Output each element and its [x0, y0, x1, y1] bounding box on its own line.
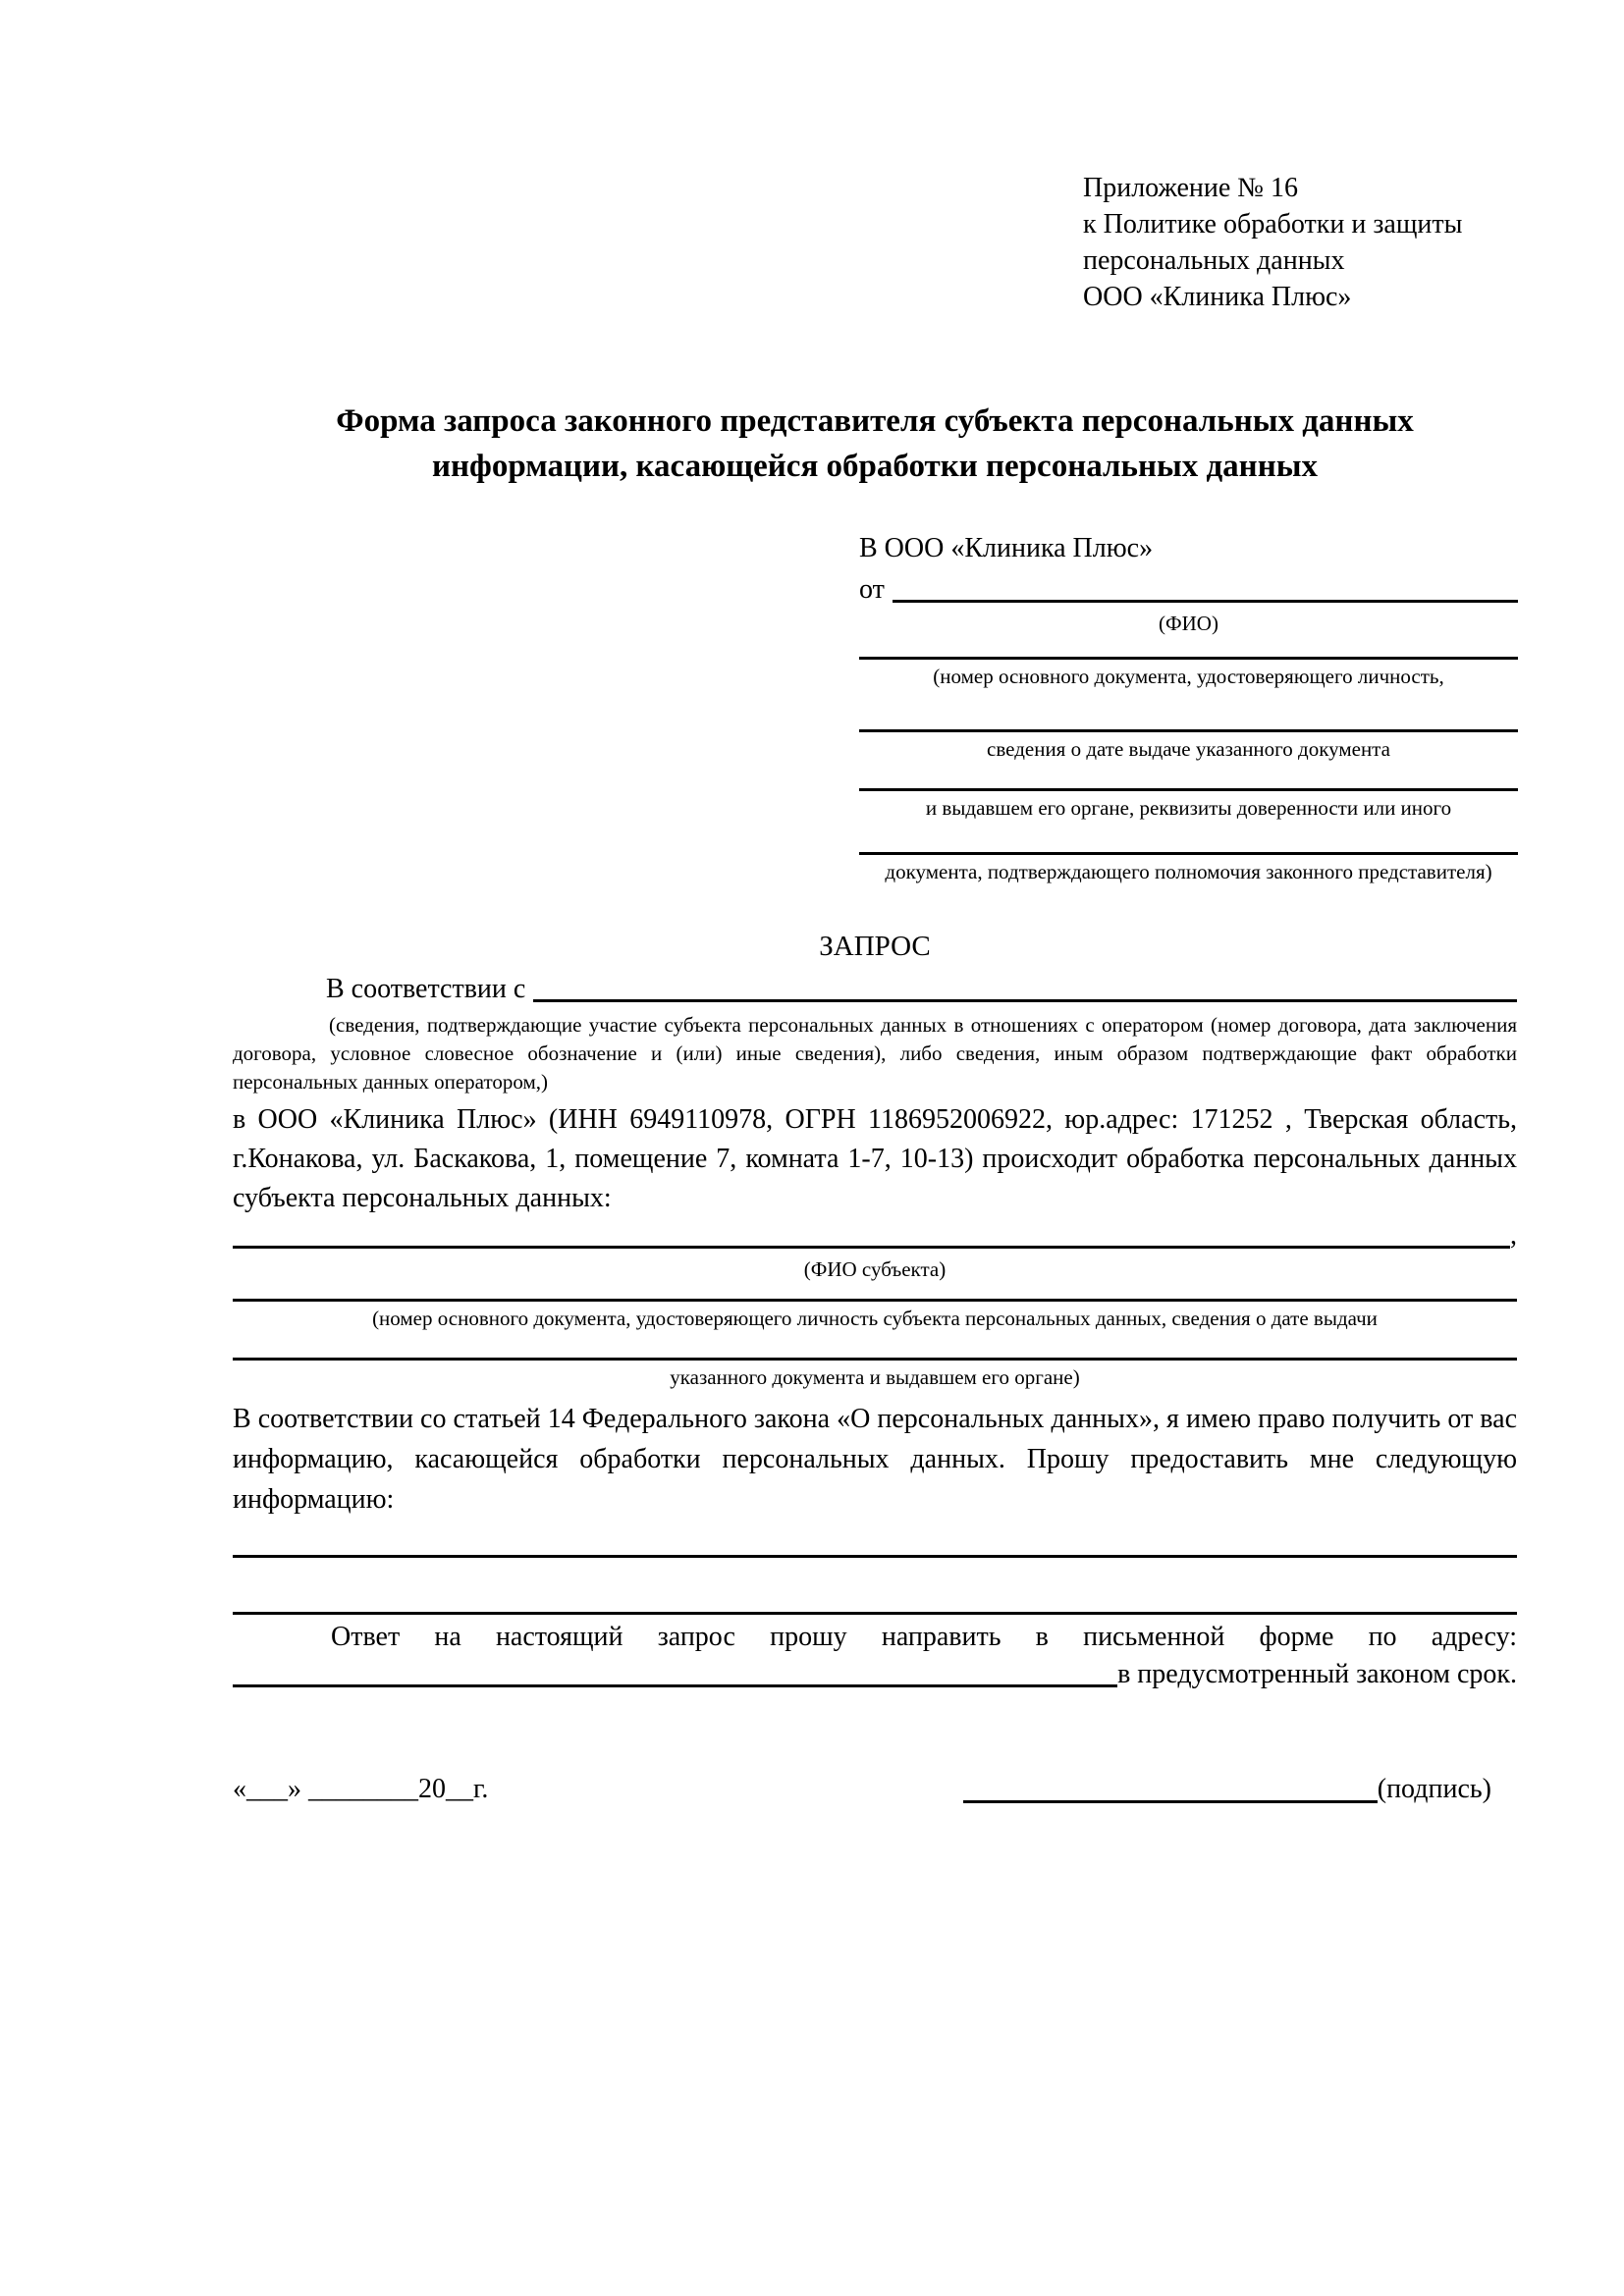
doc-field-caption-1: (номер основного документа, удостоверяющего личность,: [933, 665, 1444, 688]
accordance-row: [233, 972, 1517, 1007]
request-heading: ЗАПРОС: [819, 931, 931, 962]
basis-caption: (сведения, подтверждающие участие субъекта персональных данных в отношениях с оператором (номер договора, дата заключения договора, условное словесное обозначение и (или) иные сведения), либо сведения, иным образом подтверждающие факт обработки персональных данных оператором,): [233, 1013, 1517, 1094]
doc-field-line-2: [859, 729, 1518, 732]
reply-paragraph: Ответ на настоящий запрос прошу направить в письменной форме по адресу:: [331, 1622, 1517, 1652]
appendix-line-3: персональных данных: [1083, 245, 1345, 276]
reply-suffix: в предусмотренный законом срок.: [1117, 1659, 1517, 1689]
appendix-line-1: Приложение № 16: [1083, 173, 1298, 203]
from-row: [859, 572, 1518, 608]
date-signature-row: [233, 1771, 1517, 1808]
appendix-line-4: ООО «Клиника Плюс»: [1083, 282, 1352, 312]
doc-field-caption-3: и выдавшем его органе, реквизиты доверенности или иного: [925, 796, 1452, 820]
fio-caption: (ФИО): [1159, 612, 1218, 635]
doc-field-caption-2: сведения о дате выдаче указанного документа: [987, 737, 1390, 761]
fio-field-line: [893, 600, 1518, 603]
doc-field-caption-4: документа, подтверждающего полномочия законного представителя): [885, 860, 1492, 883]
date-line: «___» ________20__г.: [233, 1774, 489, 1804]
doc-field-line-4: [859, 852, 1518, 855]
subject-doc-caption-2: указанного документа и выдавшем его органе): [670, 1365, 1080, 1389]
accordance-field-line: [533, 999, 1517, 1002]
subject-fio-field-line: [233, 1246, 1510, 1249]
doc-field-line-1: [859, 657, 1518, 660]
form-title-line2: информации, касающейся обработки персональных данных: [432, 449, 1318, 484]
subject-fio-row: [233, 1218, 1517, 1254]
subject-doc-field-line-2: [233, 1358, 1517, 1361]
form-title-line1: Форма запроса законного представителя субъекта персональных данных: [336, 403, 1414, 439]
operator-paragraph: в ООО «Клиника Плюс» (ИНН 6949110978, ОГРН 1186952006922, юр.адрес: 171252 , Тверская область, г.Конакова, ул. Баскакова, 1, помещение 7, комната 1-7, 10-13) происходит обработка персональных данных субъекта персональных данных:: [233, 1104, 1517, 1213]
rights-paragraph: В соответствии со статьей 14 Федерального закона «О персональных данных», я имею право получить от вас информацию, касающейся обработки персональных данных. Прошу предоставить мне следующую информацию:: [233, 1404, 1517, 1515]
page-title: [233, 399, 1517, 489]
subject-fio-caption: (ФИО субъекта): [803, 1257, 947, 1281]
info-blank-line-1: [233, 1555, 1517, 1558]
reply-address-row: [233, 1657, 1517, 1692]
subject-doc-field-line-1: [233, 1299, 1517, 1302]
signature-group: [963, 1771, 1491, 1808]
appendix-note: [1083, 170, 1462, 315]
subject-fio-comma: ,: [1510, 1220, 1517, 1251]
reply-address-field-line: [233, 1684, 1117, 1687]
info-blank-line-2: [233, 1612, 1517, 1615]
signature-field-line: [963, 1800, 1378, 1803]
doc-field-line-3: [859, 788, 1518, 791]
from-label: от: [859, 574, 885, 605]
subject-doc-caption-1: (номер основного документа, удостоверяющего личность субъекта персональных данных, сведения о дате выдачи: [372, 1307, 1378, 1330]
appendix-line-2: к Политике обработки и защиты: [1083, 209, 1463, 240]
addressee-block: [859, 531, 1518, 885]
addressee-org: В ООО «Клиника Плюс»: [859, 533, 1154, 563]
request-body: [233, 972, 1517, 1808]
accordance-label: В соответствии с: [326, 974, 526, 1004]
signature-caption: (подпись): [1377, 1774, 1491, 1804]
